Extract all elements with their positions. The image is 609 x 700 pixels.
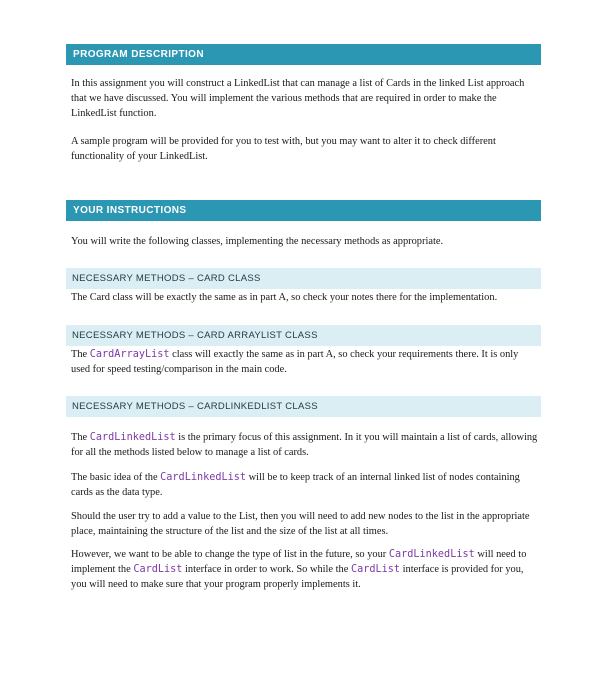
your-instructions-paragraph: You will write the following classes, implementing the necessary methods as appropriate.: [71, 236, 444, 247]
class-name-code: CardLinkedList: [160, 472, 247, 483]
program-description-paragraph-1: In this assignment you will construct a LinkedList that can manage a list of Cards in the linked List approach that we have discussed. You will implement the various methods that are required in order to make the LinkedList function.: [71, 78, 525, 119]
text-run: The: [71, 432, 90, 443]
interface-name-code: CardList: [133, 564, 183, 575]
card-linkedlist-paragraph-3: Should the user try to add a value to the List, then you will need to add new nodes to the list in the appropriate place, maintaining the structure of the list and the size of the list at all times.: [71, 511, 530, 537]
text-run: interface in order to work. So while the: [182, 564, 351, 575]
card-linkedlist-paragraph-2: [71, 470, 539, 500]
interface-name-code: CardList: [350, 564, 401, 575]
card-arraylist-paragraph: [71, 347, 539, 377]
card-arraylist-subheader: NECESSARY METHODS – CARD ARRAYLIST CLASS: [66, 325, 541, 346]
program-description-header: PROGRAM DESCRIPTION: [66, 44, 541, 65]
card-linkedlist-paragraph-4: [71, 547, 539, 592]
card-linkedlist-subheader: NECESSARY METHODS – CARDLINKEDLIST CLASS: [66, 396, 541, 417]
text-run: will need to implement the: [71, 549, 527, 575]
class-name-code: CardArrayList: [89, 349, 170, 360]
text-run: class will exactly the same as in part A, so check your requirements there. It is only used for speed testing/comparison in the main code.: [71, 349, 519, 375]
text-run: The: [71, 349, 90, 360]
text-run: is the primary focus of this assignment. In it you will maintain a list of cards, allowing for all the methods listed below to manage a list of cards.: [71, 432, 538, 458]
text-run: will be to keep track of an internal linked list of nodes containing cards as the data type.: [71, 472, 520, 498]
your-instructions-header: YOUR INSTRUCTIONS: [66, 200, 541, 221]
card-class-subheader: NECESSARY METHODS – CARD CLASS: [66, 268, 541, 289]
text-run: The basic idea of the: [71, 472, 161, 483]
card-linkedlist-paragraph-1: [71, 430, 539, 460]
text-run: However, we want to be able to change the type of list in the future, so your: [71, 549, 389, 560]
program-description-paragraph-2: A sample program will be provided for you to test with, but you may want to alter it to check different functionality of your LinkedList.: [71, 136, 496, 162]
card-class-paragraph: The Card class will be exactly the same as in part A, so check your notes there for the implementation.: [71, 292, 498, 303]
text-run: interface is provided for you, you will need to make sure that your program properly implements it.: [71, 564, 524, 590]
class-name-code: CardLinkedList: [388, 549, 475, 560]
class-name-code: CardLinkedList: [89, 432, 176, 443]
